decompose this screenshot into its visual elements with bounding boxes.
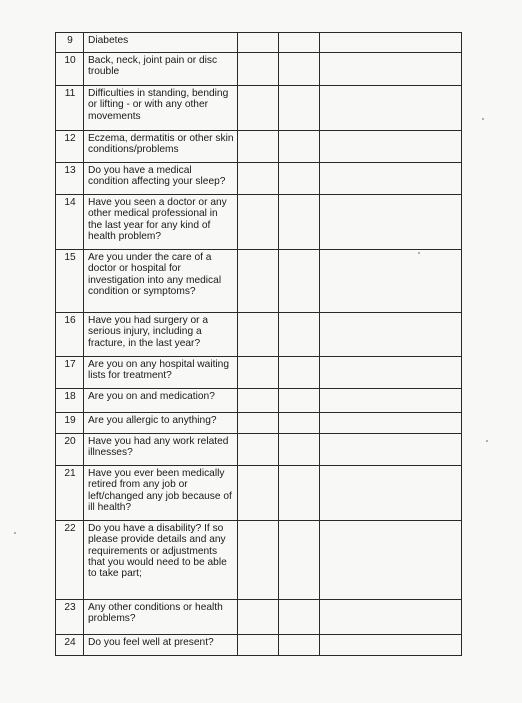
no-answer-cell[interactable] <box>279 389 320 413</box>
details-cell[interactable] <box>320 313 462 357</box>
no-answer-cell[interactable] <box>279 357 320 389</box>
details-cell[interactable] <box>320 131 462 163</box>
question-text: Are you on and medication? <box>84 389 238 413</box>
details-cell[interactable] <box>320 195 462 250</box>
scan-speck <box>486 440 488 442</box>
question-text: Are you on any hospital waiting lists for treatment? <box>84 357 238 389</box>
yes-answer-cell[interactable] <box>238 33 279 53</box>
yes-answer-cell[interactable] <box>238 434 279 466</box>
question-row <box>56 250 462 313</box>
question-number: 13 <box>56 163 84 195</box>
scan-speck <box>14 532 16 534</box>
details-cell[interactable] <box>320 413 462 434</box>
yes-answer-cell[interactable] <box>238 521 279 600</box>
details-cell[interactable] <box>320 53 462 86</box>
question-row <box>56 413 462 434</box>
yes-answer-cell[interactable] <box>238 86 279 131</box>
yes-answer-cell[interactable] <box>238 600 279 635</box>
details-cell[interactable] <box>320 250 462 313</box>
question-row <box>56 53 462 86</box>
yes-answer-cell[interactable] <box>238 635 279 656</box>
question-text: Have you seen a doctor or any other medical professional in the last year for any kind of health problem? <box>84 195 238 250</box>
question-text: Have you ever been medically retired from any job or left/changed any job because of ill health? <box>84 466 238 521</box>
question-text: Are you under the care of a doctor or hospital for investigation into any medical condition or symptoms? <box>84 250 238 313</box>
details-cell[interactable] <box>320 434 462 466</box>
question-text: Do you have a medical condition affecting your sleep? <box>84 163 238 195</box>
scan-speck <box>482 118 484 120</box>
no-answer-cell[interactable] <box>279 86 320 131</box>
question-row <box>56 131 462 163</box>
question-row <box>56 33 462 53</box>
no-answer-cell[interactable] <box>279 195 320 250</box>
question-row <box>56 163 462 195</box>
question-number: 18 <box>56 389 84 413</box>
question-text: Back, neck, joint pain or disc trouble <box>84 53 238 86</box>
question-text: Are you allergic to anything? <box>84 413 238 434</box>
question-text: Any other conditions or health problems? <box>84 600 238 635</box>
yes-answer-cell[interactable] <box>238 195 279 250</box>
question-number: 9 <box>56 33 84 53</box>
details-cell[interactable] <box>320 600 462 635</box>
question-text: Have you had any work related illnesses? <box>84 434 238 466</box>
no-answer-cell[interactable] <box>279 33 320 53</box>
yes-answer-cell[interactable] <box>238 131 279 163</box>
yes-answer-cell[interactable] <box>238 466 279 521</box>
no-answer-cell[interactable] <box>279 466 320 521</box>
details-cell[interactable] <box>320 163 462 195</box>
question-row <box>56 635 462 656</box>
no-answer-cell[interactable] <box>279 521 320 600</box>
question-text: Have you had surgery or a serious injury, including a fracture, in the last year? <box>84 313 238 357</box>
yes-answer-cell[interactable] <box>238 163 279 195</box>
no-answer-cell[interactable] <box>279 250 320 313</box>
question-number: 17 <box>56 357 84 389</box>
question-row <box>56 521 462 600</box>
question-number: 16 <box>56 313 84 357</box>
question-row <box>56 86 462 131</box>
question-number: 10 <box>56 53 84 86</box>
question-row <box>56 466 462 521</box>
question-text: Difficulties in standing, bending or lifting - or with any other movements <box>84 86 238 131</box>
question-row <box>56 389 462 413</box>
no-answer-cell[interactable] <box>279 313 320 357</box>
no-answer-cell[interactable] <box>279 413 320 434</box>
no-answer-cell[interactable] <box>279 635 320 656</box>
no-answer-cell[interactable] <box>279 53 320 86</box>
no-answer-cell[interactable] <box>279 131 320 163</box>
no-answer-cell[interactable] <box>279 163 320 195</box>
yes-answer-cell[interactable] <box>238 357 279 389</box>
question-number: 14 <box>56 195 84 250</box>
question-number: 12 <box>56 131 84 163</box>
details-cell[interactable] <box>320 389 462 413</box>
scan-speck <box>418 252 420 254</box>
details-cell[interactable] <box>320 521 462 600</box>
yes-answer-cell[interactable] <box>238 53 279 86</box>
health-questionnaire-table <box>55 32 462 656</box>
no-answer-cell[interactable] <box>279 434 320 466</box>
question-row <box>56 357 462 389</box>
question-row <box>56 600 462 635</box>
question-number: 11 <box>56 86 84 131</box>
details-cell[interactable] <box>320 33 462 53</box>
yes-answer-cell[interactable] <box>238 250 279 313</box>
question-number: 23 <box>56 600 84 635</box>
yes-answer-cell[interactable] <box>238 413 279 434</box>
details-cell[interactable] <box>320 357 462 389</box>
question-number: 24 <box>56 635 84 656</box>
question-row <box>56 313 462 357</box>
question-row <box>56 195 462 250</box>
question-text: Do you feel well at present? <box>84 635 238 656</box>
question-number: 15 <box>56 250 84 313</box>
question-number: 20 <box>56 434 84 466</box>
yes-answer-cell[interactable] <box>238 389 279 413</box>
question-text: Eczema, dermatitis or other skin conditions/problems <box>84 131 238 163</box>
question-number: 21 <box>56 466 84 521</box>
question-number: 19 <box>56 413 84 434</box>
details-cell[interactable] <box>320 466 462 521</box>
question-row <box>56 434 462 466</box>
question-number: 22 <box>56 521 84 600</box>
details-cell[interactable] <box>320 635 462 656</box>
yes-answer-cell[interactable] <box>238 313 279 357</box>
question-text: Diabetes <box>84 33 238 53</box>
no-answer-cell[interactable] <box>279 600 320 635</box>
details-cell[interactable] <box>320 86 462 131</box>
question-text: Do you have a disability? If so please provide details and any requirements or adjustments that you would need to be able to take part; <box>84 521 238 600</box>
